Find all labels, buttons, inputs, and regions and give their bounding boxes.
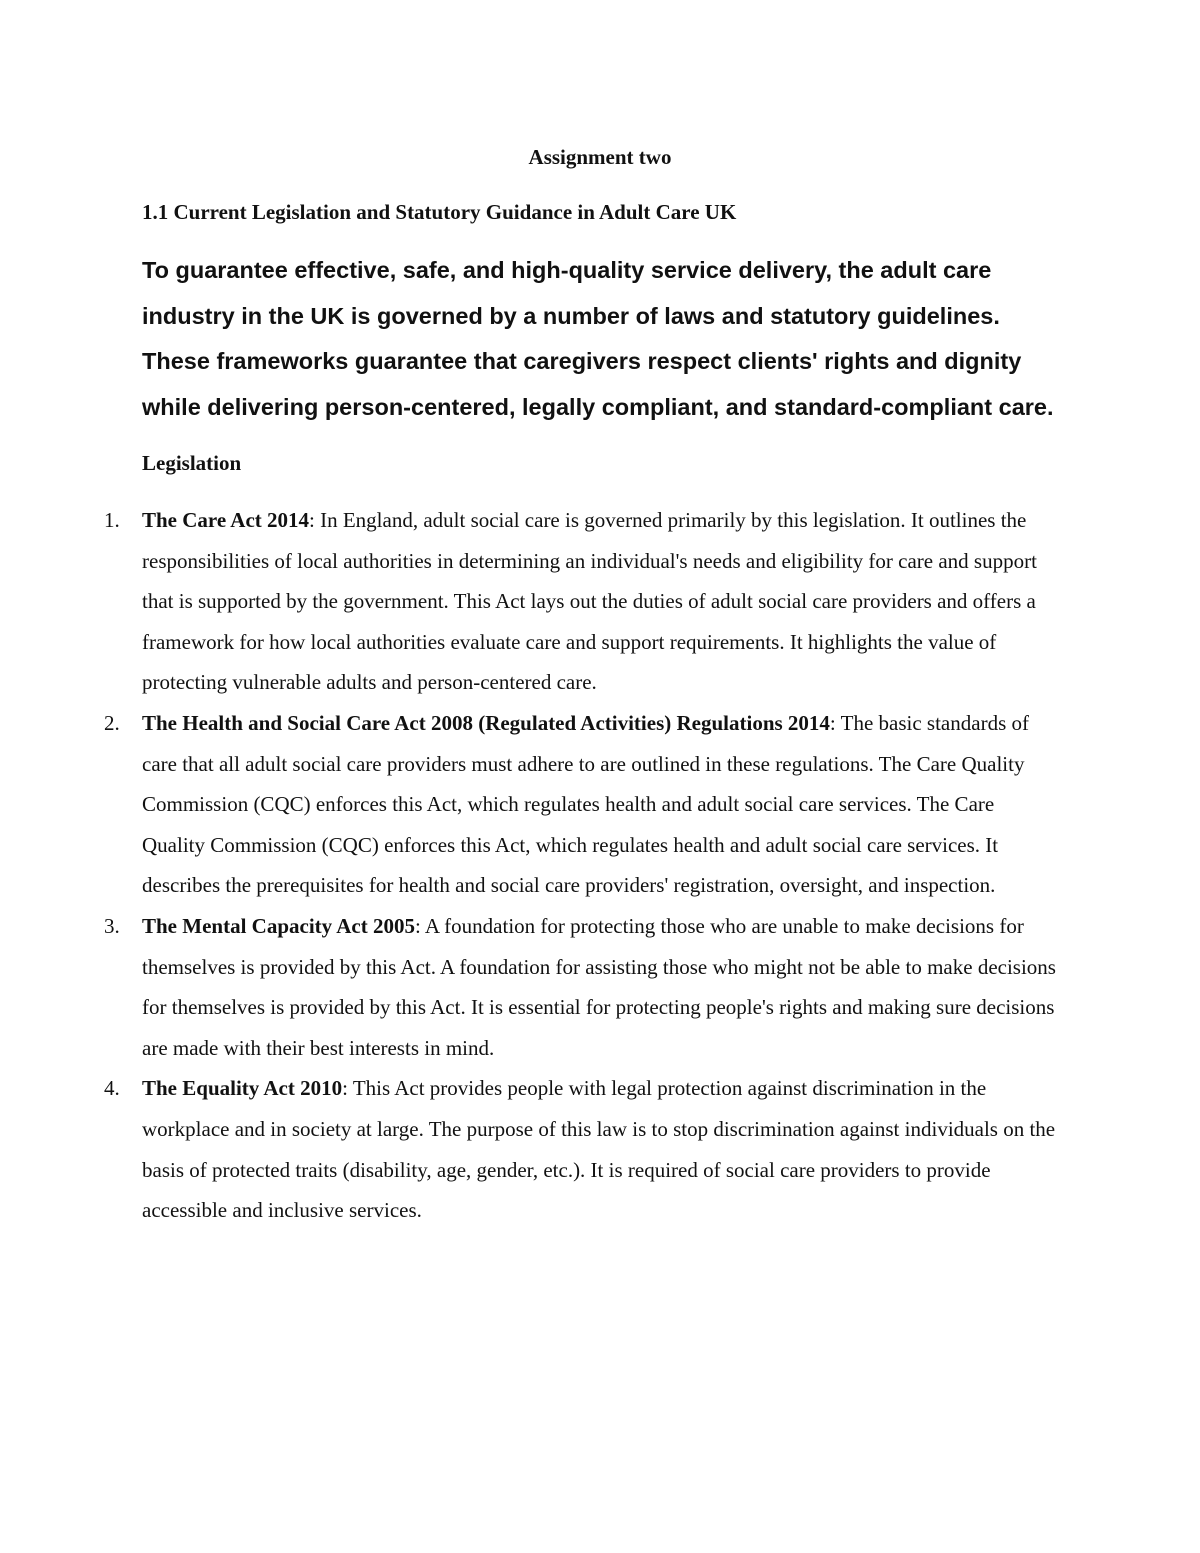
- intro-paragraph: To guarantee effective, safe, and high-quality service delivery, the adult care industry in the UK is governed by a number of laws and statutory guidelines. These frameworks guarantee that caregivers respect clients' rights and dignity while delivering person-centered, legally compliant, and standard-compliant care.: [142, 257, 1054, 420]
- list-item-number: 2.: [104, 710, 120, 735]
- section-heading: 1.1 Current Legislation and Statutory Guidance in Adult Care UK: [142, 200, 737, 224]
- list-item-title: The Health and Social Care Act 2008 (Regulated Activities) Regulations 2014: [142, 710, 830, 735]
- document-title: Assignment two: [528, 145, 672, 169]
- list-item-text: : The basic standards of care that all adult social care providers must adhere to are outlined in these regulations. The Care Quality Commission (CQC) enforces this Act, which regulates health and adult social care services. The Care Quality Commission (CQC) enforces this Act, which regulates health and adult social care services. It describes the prerequisites for health and social care providers' registration, oversight, and inspection.: [142, 710, 1029, 898]
- list-item-number: 3.: [104, 913, 120, 938]
- legislation-list: [0, 500, 1200, 1231]
- list-item-title: The Care Act 2014: [142, 508, 310, 532]
- list-item-text: : In England, adult social care is governed primarily by this legislation. It outlines the responsibilities of local authorities in determining an individual's needs and eligibility for care and support that is supported by the government. This Act lays out the duties of adult social care providers and offers a framework for how local authorities evaluate care and support requirements. It highlights the value of protecting vulnerable adults and person-centered care.: [142, 508, 1037, 695]
- list-item-title: The Mental Capacity Act 2005: [142, 913, 415, 938]
- list-item: [0, 500, 1060, 703]
- list-item-text: : This Act provides people with legal protection against discrimination in the workplace and in society at large. The purpose of this law is to stop discrimination against individuals on the basis of protected traits (disability, age, gender, etc.). It is required of social care providers to provide accessible and inclusive services.: [142, 1076, 1056, 1223]
- list-item: [0, 906, 1060, 1068]
- list-item: [0, 1068, 1060, 1230]
- list-item-text: : A foundation for protecting those who are unable to make decisions for themselves is provided by this Act. A foundation for assisting those who might not be able to make decisions for themselves is provided by this Act. It is essential for protecting people's rights and making sure decisions are made with their best interests in mind.: [142, 913, 1056, 1060]
- list-item-number: 4.: [104, 1076, 120, 1101]
- list-item-number: 1.: [104, 508, 120, 532]
- list-item-title: The Equality Act 2010: [142, 1076, 343, 1101]
- list-item: [0, 703, 1060, 906]
- legislation-heading: Legislation: [142, 451, 242, 475]
